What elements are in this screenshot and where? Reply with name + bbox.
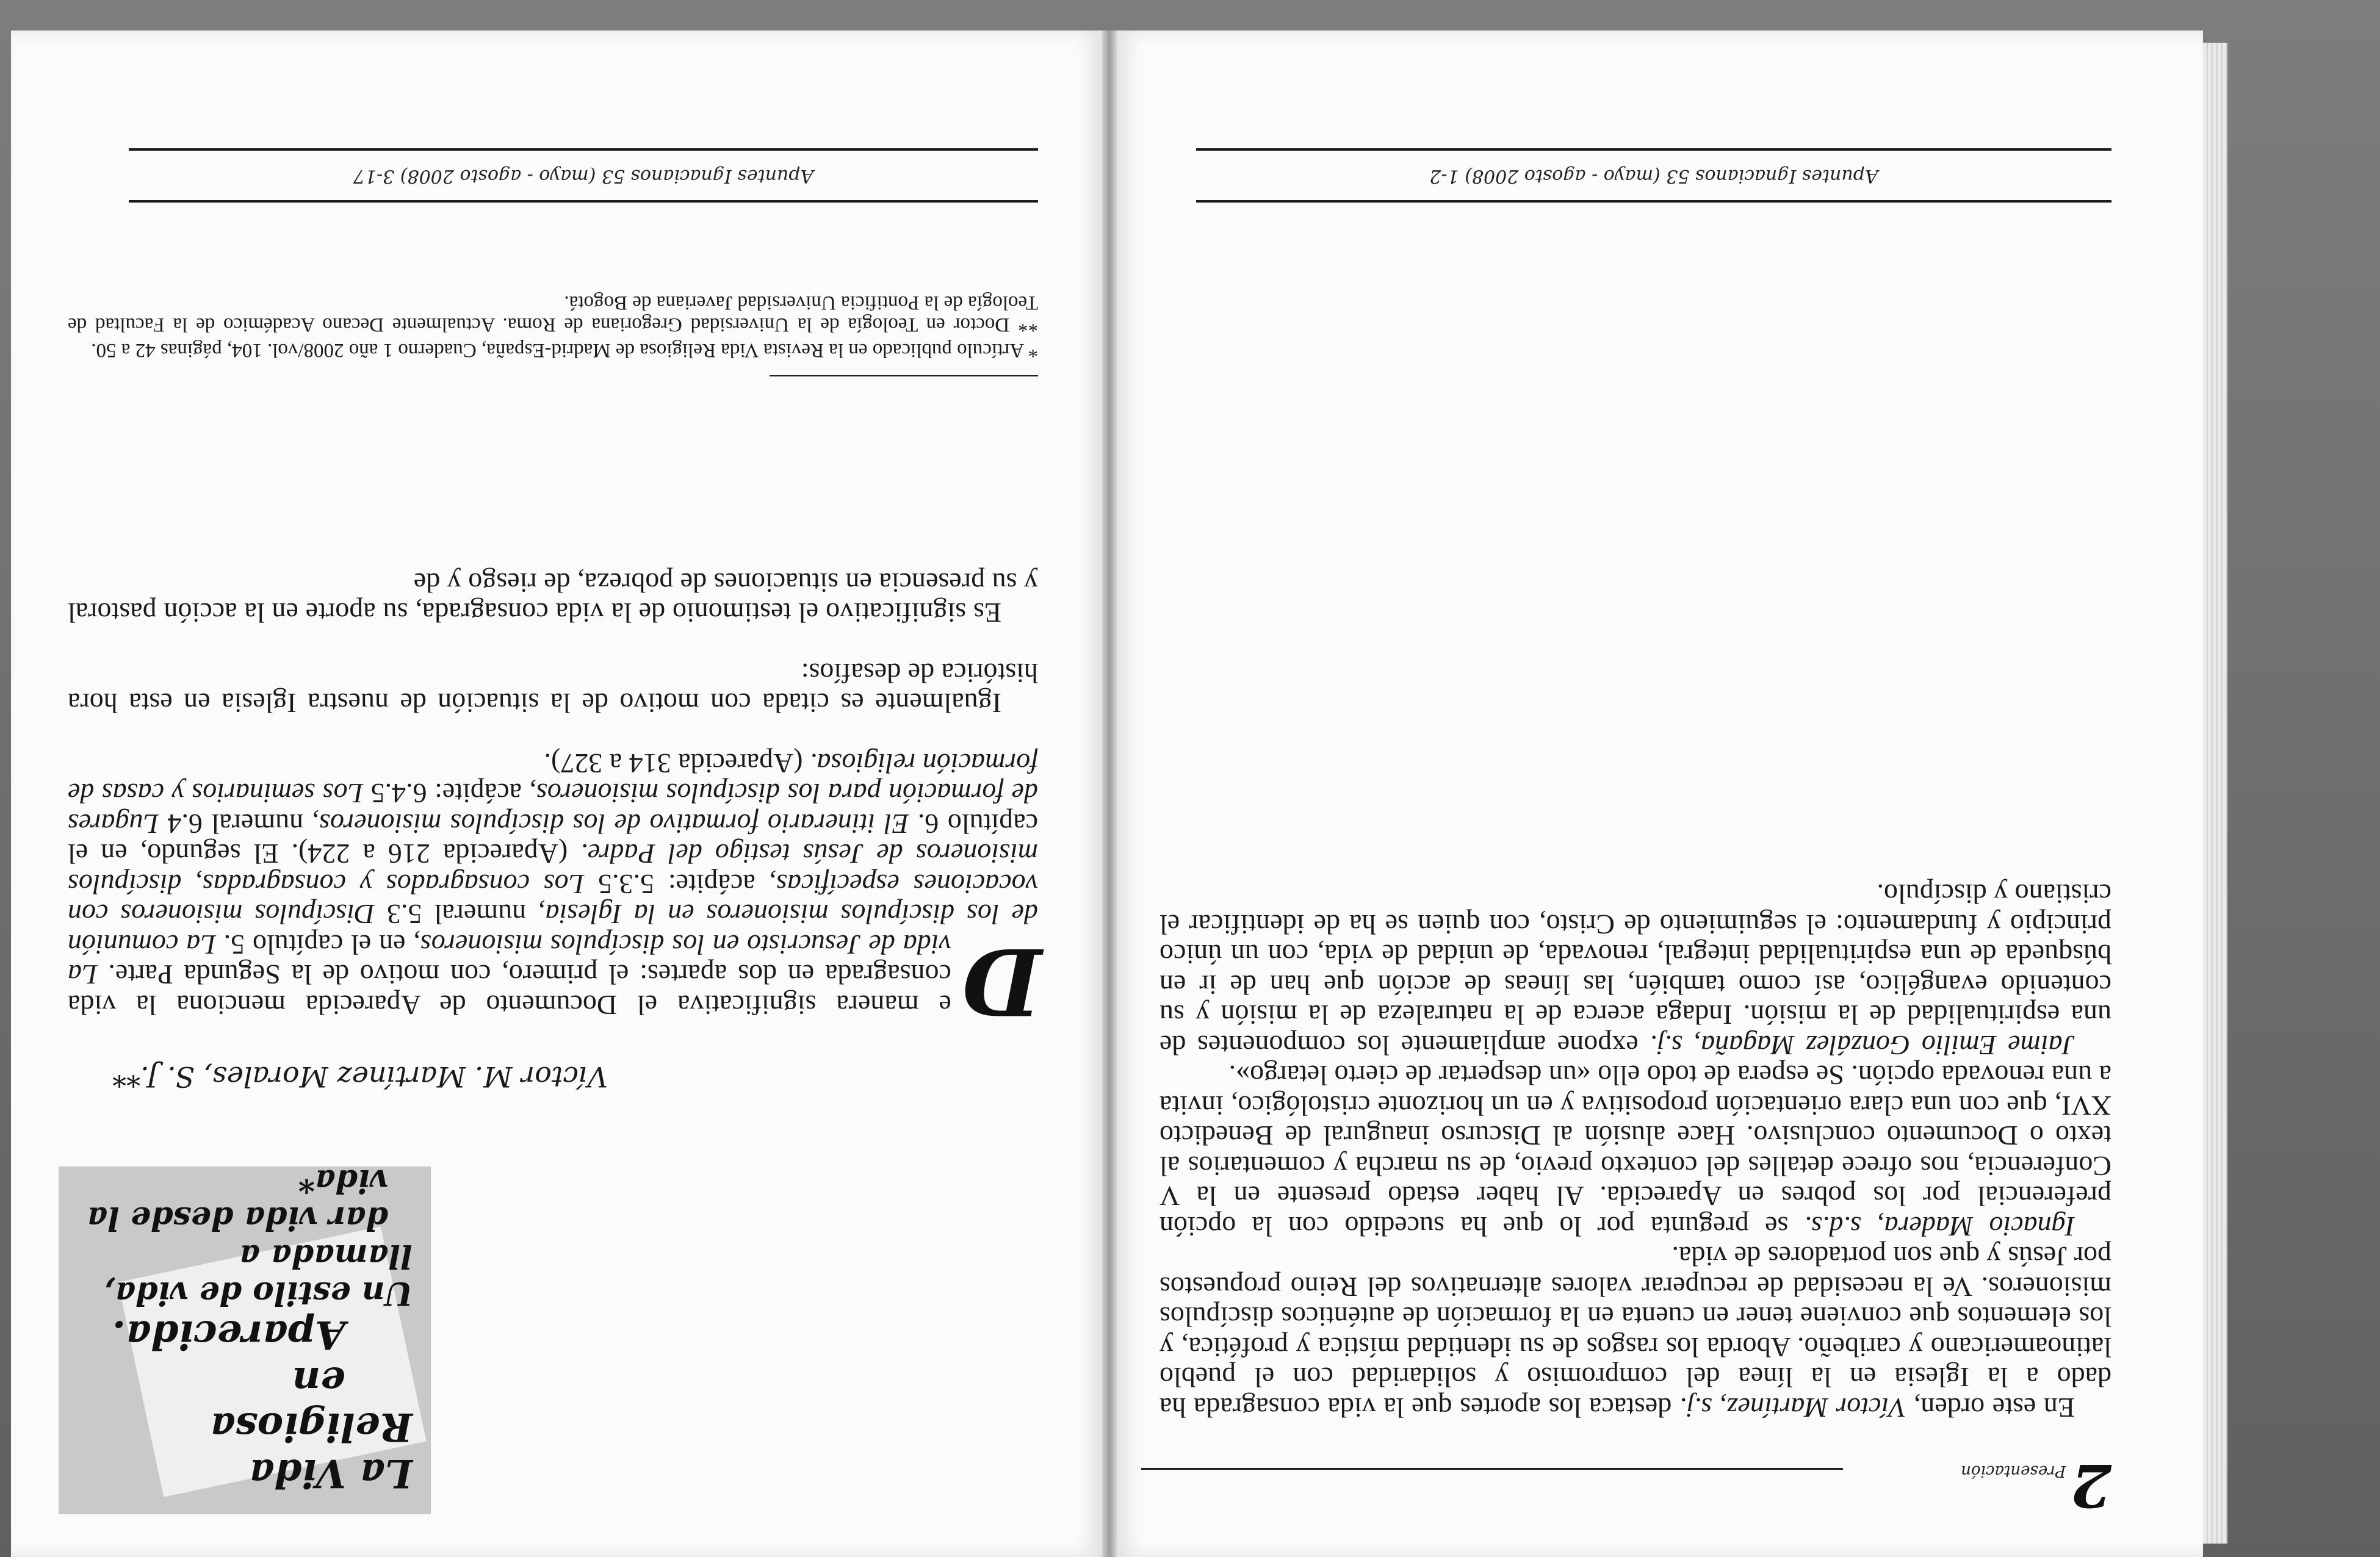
para1-end: (Aparecida 314 a 327). [544,748,803,779]
p1-lead: En este orden, [1913,1392,2075,1423]
para1-text: e manera significativa el Documento de Aparecida menciona la vida consagrada en dos apartes: el primero, con motivo de la Segunda Parte. [68,959,951,1021]
section-header [1961,1451,2111,1520]
para1-italic-2: La comunión de los discípulos misioneros en la Iglesia, [67,899,1038,960]
paragraph-1 [67,748,1042,1035]
para1-italic-3: Discípulos misioneros con vocaciones específicas, [68,869,1038,930]
dropcap-letter: D [962,927,1042,1035]
para1-italic-4: Los consagrados y consagradas, discípulos misioneros de Jesús testigo del Padre. [67,838,1038,900]
right-body [1159,879,2111,1423]
right-header-rule-bottom [1196,148,2111,151]
para1-italic-6: Lugares de formación para los discípulos misioneros, [67,778,1038,840]
left-body [67,567,1042,1035]
p2-author: Ignacio Madera, s.d.s. [1804,1211,2075,1242]
p2-text: se pregunta por lo que ha sucedido con la opción preferencial por los pobres en Aparecida. Al haber estado presente en la V Conferencia, nos ofrece detalles del contexto previo, de su marcha y comentarios al texto o Documento conclusivo. Hace alusión al Discurso inaugural de Benedicto XVI, que con una clara orientación propositiva y en un horizonte cristológico, invita a una renovada opción. Se espera de todo ello «un despertar de cierto letargo». [1159,1060,2111,1242]
footnote-1: * Artículo publicado en la Revista Vida Religiosa de Madrid-España, Cuaderno 1 año 2008/vol. 104, páginas 42 a 50. [91,339,1038,361]
presentation-para-1 [1159,1242,2111,1423]
right-page-rotated-content [1117,31,2203,1557]
para1-mid-2: numeral 5.3 [387,899,527,930]
article-title [71,1162,413,1497]
p1-text: destaca los aportes que la vida consagrada ha dado a la Iglesia en la línea del compromiso y solidaridad con el pueblo latinoamericano y caribeño. Aborda los rasgos de su identidad mística y profética, y los elementos que conviene tener en cuenta en la formación de auténticos discípulos misioneros. Ve la necesidad de recuperar valores alternativos del Reino propuestos por Jesús y que son portadores de vida. [1159,1241,2111,1423]
para1-mid-3: acápite: 5.3.5 [598,869,755,900]
header-rule-top [129,200,1038,203]
presentation-para-2 [1159,1060,2111,1242]
footnote-2: ** Doctor en Teología de la Universidad Gregoriana de Roma. Actualmente Decano Académico de la Facultad de Teología de la Pontificia Universidad Javeriana de Bogotá. [68,292,1038,336]
running-head: Apuntes Ignacianos 53 (mayo - agosto 2008) 3-17 [353,165,814,187]
para1-italic-1: La vida de Jesucristo en los discípulos misioneros, [67,929,951,991]
header-rule-bottom [129,148,1038,151]
footnotes [68,292,1038,361]
author-name: Víctor M. Martínez Morales, S. J.** [112,1060,608,1093]
left-page-rotated-content [11,31,1102,1557]
section-number: 2 [2071,1451,2111,1520]
p1-author: Víctor Martínez, s.j. [1679,1392,1906,1423]
right-running-head: Apuntes Ignacianos 53 (mayo - agosto 2008) 1-2 [1429,165,1878,187]
book-gutter [1102,31,1117,1557]
para1-mid-6: acápite: 6.4.5 [370,778,522,810]
para1-mid-5: numeral 6.4 [167,808,304,840]
page-stack-edge [2203,43,2227,1544]
title-line-2: en Aparecida. [112,1312,345,1404]
paragraph-3: Es significativo el testimonio de la vida consagrada, su aporte en la acción pastoral y su presencia en situaciones de pobreza, de riesgo y de [68,567,1038,629]
para1-mid-4: (Aparecida 216 a 224). El segundo, en el capítulo 6. [68,808,1038,870]
left-page [11,31,1102,1557]
p3-text: expone ampliamente los componentes de una espiritualidad de la misión. Indaga acerca de la naturaleza de la misión y su contenido evangélico, así como también, las líneas de acción que han de ir en búsqueda de una espiritualidad integral, renovada, de unidad de vida, con un único principio y fundamento: el seguimiento de Cristo, con quien se ha de identificar el cristiano y discípulo. [1159,879,2111,1061]
section-rule [1141,1468,1843,1470]
section-label: Presentación [1961,1462,2066,1480]
footnote-rule [770,375,1038,376]
right-page [1117,31,2203,1557]
para1-mid-1: en el capítulo 5. [223,929,406,960]
para1-italic-7: Los seminarios y casas de formación religiosa. [67,748,1038,810]
p3-author: Jaime Emilio González Magaña, s.j. [1650,1030,2075,1061]
para1-italic-5: El itinerario formativo de los discípulos misioneros, [312,808,909,840]
paragraph-2: Igualmente es citada con motivo de la situación de nuestra Iglesia en esta hora histórica de desafíos: [68,658,1038,719]
title-line-4: dar vida desde la vida* [87,1162,388,1237]
title-line-3: Un estilo de vida, llamada a [104,1237,413,1312]
title-line-1: La Vida Religiosa [210,1404,413,1496]
right-header-rule-top [1196,200,2111,203]
presentation-para-3 [1159,879,2111,1060]
